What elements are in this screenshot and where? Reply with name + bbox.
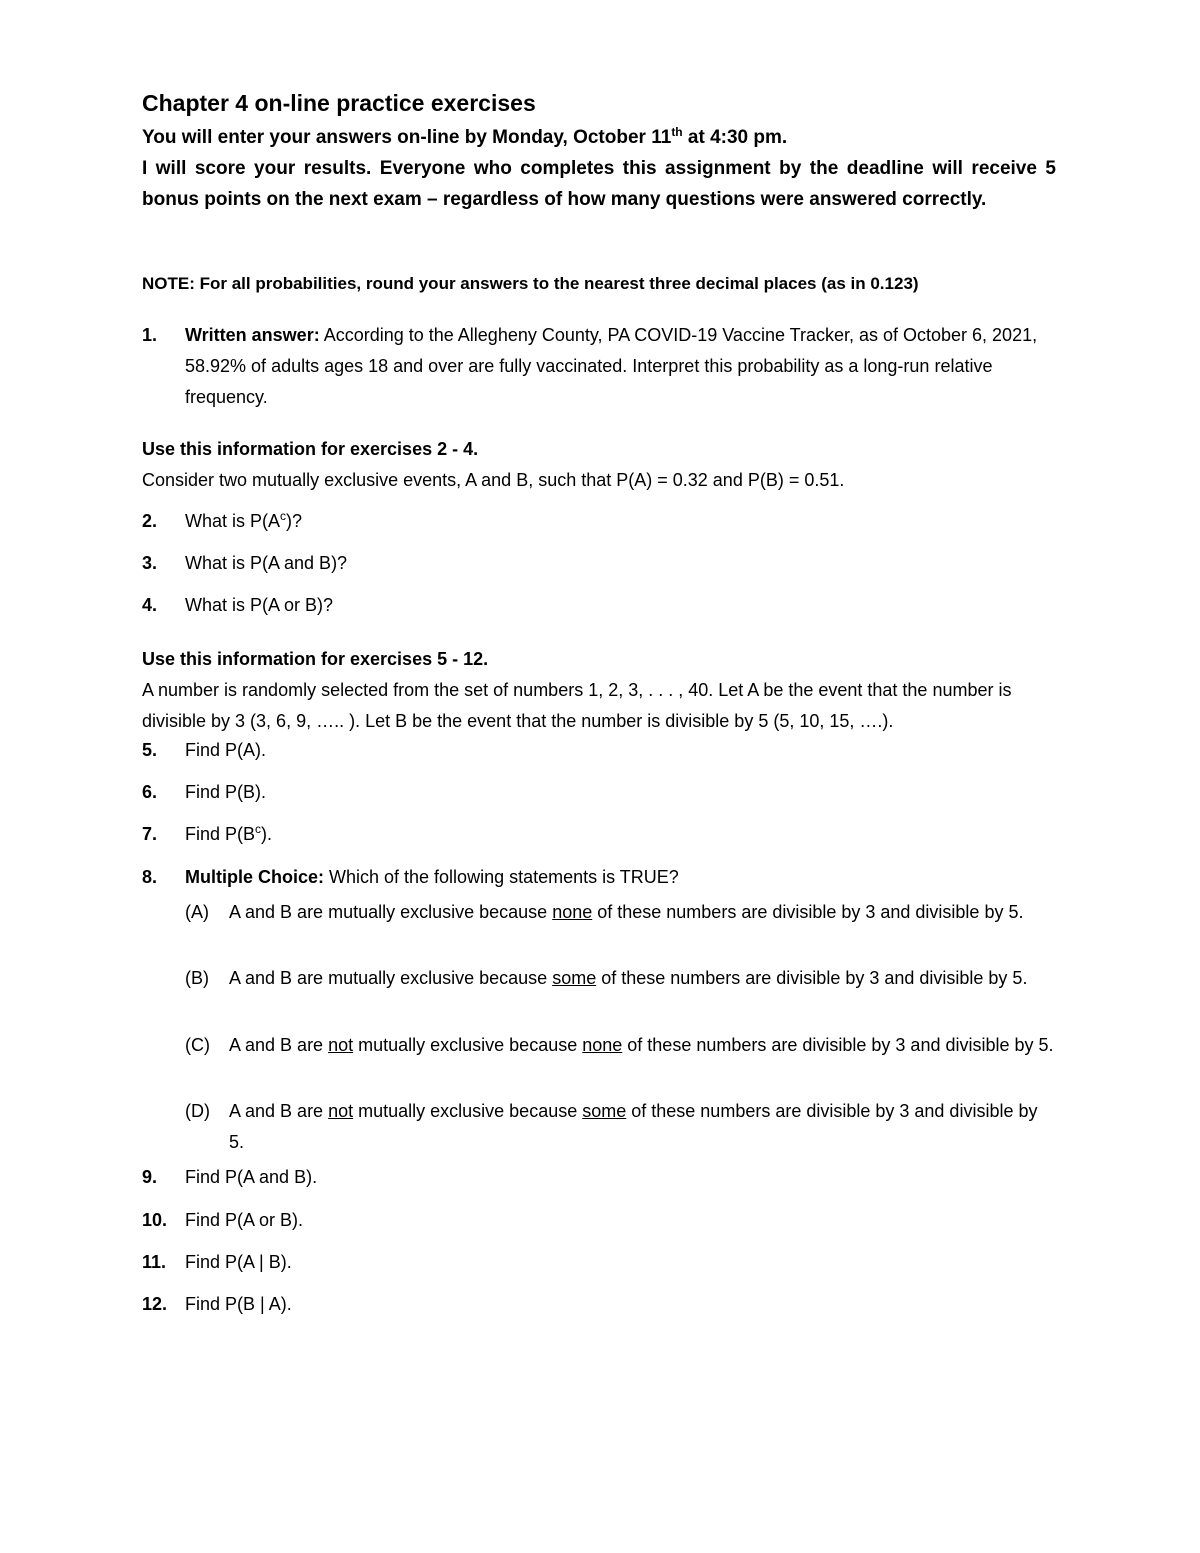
document-title: Chapter 4 on-line practice exercises [142, 90, 536, 116]
question-4: 4. What is P(A or B)? [142, 595, 334, 615]
question-6: 6. Find P(B). [142, 782, 267, 802]
scoring-paragraph: I will score your results. Everyone who completes this assignment by the deadline will receive 5 bonus points on the next exam – regardless of how many questions were answered correctly. [142, 158, 1056, 210]
question-1: 1. Written answer: According to the Allegheny County, PA COVID-19 Vaccine Tracker, as of October 6, 2021, 58.92% of adults ages 18 and over are fully vaccinated. Interpret this probability as a long-run relative frequency. [142, 325, 1038, 407]
choice-d: (D) A and B are not mutually exclusive because some of these numbers are divisible by 3 and divisible by 5. [185, 1101, 1038, 1152]
question-3: 3. What is P(A and B)? [142, 553, 348, 573]
info-text: Consider two mutually exclusive events, A and B, such that P(A) = 0.32 and P(B) = 0.51. [142, 470, 845, 490]
rounding-note: NOTE: For all probabilities, round your answers to the nearest three decimal places (as in 0.123) [142, 274, 919, 293]
question-8: 8. Multiple Choice: Which of the following statements is TRUE? [142, 867, 679, 887]
question-9: 9. Find P(A and B). [142, 1167, 318, 1187]
info-block-2-4 [142, 434, 1056, 496]
info-block-5-12 [142, 644, 1056, 737]
choice-c: (C) A and B are not mutually exclusive because none of these numbers are divisible by 3 and divisible by 5. [185, 1035, 1054, 1055]
info-heading: Use this information for exercises 2 - 4. [142, 439, 479, 459]
info-heading: Use this information for exercises 5 - 12. [142, 649, 489, 669]
info-text: A number is randomly selected from the set of numbers 1, 2, 3, . . . , 40. Let A be the event that the number is divisible by 3 (3, 6, 9, ….. ). Let B be the event that the number is divisible by 5 (5, 10, 15, ….). [142, 680, 1012, 731]
choice-b: (B) A and B are mutually exclusive because some of these numbers are divisible by 3 and divisible by 5. [185, 968, 1028, 988]
question-10: 10. Find P(A or B). [142, 1210, 304, 1230]
deadline-line: You will enter your answers on-line by Monday, October 11th at 4:30 pm. [142, 125, 788, 148]
question-2: 2. What is $P(A^c)$? [142, 509, 303, 531]
intro-block [142, 122, 1056, 215]
question-11: 11. Find P(A | B). [142, 1252, 292, 1272]
question-7: 7. Find $P(B^c)$. [142, 822, 273, 844]
question-12: 12. Find P(B | A). [142, 1294, 292, 1314]
choice-a: (A) A and B are mutually exclusive because none of these numbers are divisible by 3 and divisible by 5. [185, 902, 1024, 922]
question-5: 5. Find P(A). [142, 740, 267, 760]
